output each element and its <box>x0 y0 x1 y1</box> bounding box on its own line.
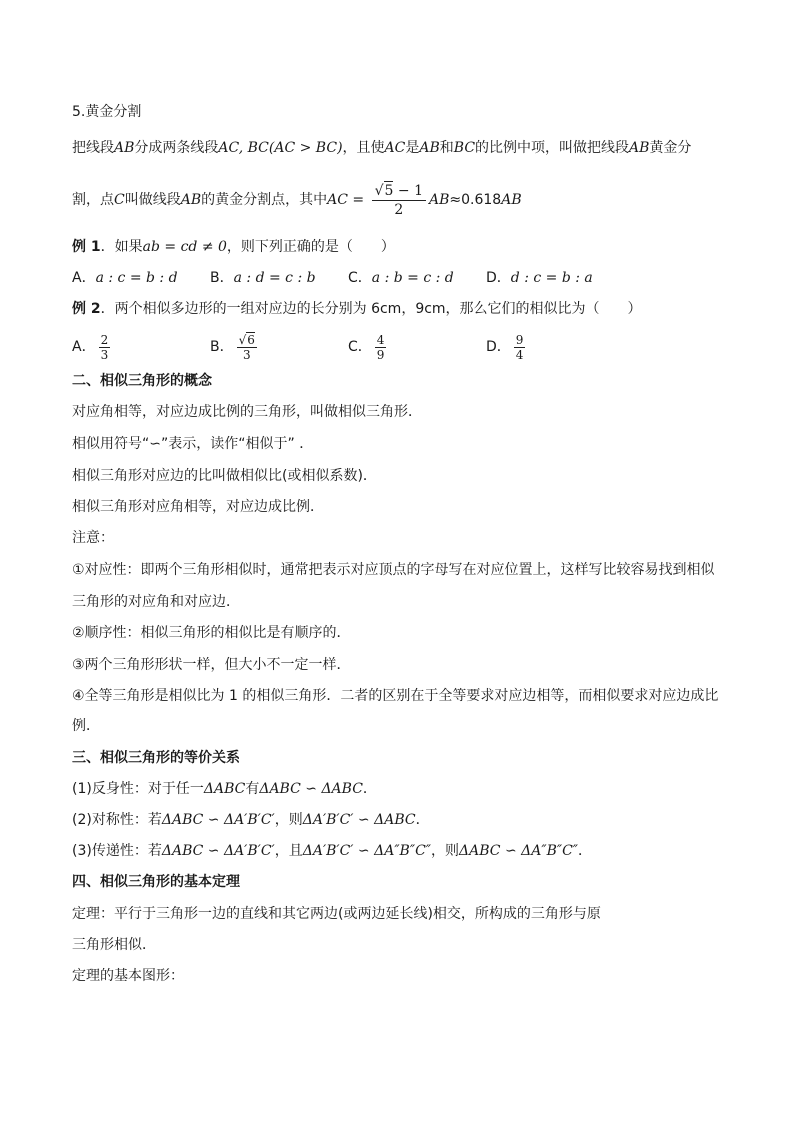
text: ≈0.618 <box>449 192 502 208</box>
fraction-numerator: 9 <box>515 332 524 347</box>
option-letter: C． <box>348 339 372 355</box>
math-segments: AC, BC(AC > BC) <box>218 140 343 156</box>
section-4-heading: 四、相似三角形的基本定理 <box>72 874 240 890</box>
text: ． <box>415 812 430 828</box>
option-letter: D． <box>486 339 511 355</box>
math-ac: AC <box>384 140 406 156</box>
option-expr: a : c = b : d <box>95 270 178 286</box>
note-4-line-2: 例． <box>72 718 100 734</box>
math-bc: BC <box>453 140 476 156</box>
math-expr: ΔA′B′C′ ∽ ΔA″B″C″ <box>302 843 432 859</box>
text: 和 <box>439 140 454 156</box>
option-letter: A． <box>72 339 96 355</box>
paragraph: 相似用符号“∽”表示，读作“相似于” ． <box>72 436 314 452</box>
fraction-numerator: 2 <box>100 332 109 347</box>
option-letter: C． <box>348 270 372 286</box>
math-ab: AB <box>629 140 650 156</box>
fraction-numerator <box>372 181 426 201</box>
theorem-line-1: 定理：平行于三角形一边的直线和其它两边(或两边延长线)相交，所构成的三角形与原 <box>72 906 601 922</box>
math-ab: AB <box>114 140 135 156</box>
text: ，则 <box>274 812 303 828</box>
example-1-option-d[interactable] <box>486 268 593 288</box>
example-1-option-a[interactable] <box>72 268 178 288</box>
text: 是 <box>405 140 420 156</box>
section-2-heading: 二、相似三角形的概念 <box>72 373 212 389</box>
fraction-denominator: 4 <box>515 347 524 362</box>
fraction-denominator: 3 <box>242 348 251 362</box>
option-fraction <box>237 332 257 362</box>
relation-transitive <box>72 841 592 861</box>
text: ，则 <box>431 843 460 859</box>
math-ab: AB <box>180 192 202 208</box>
math-ab: AB <box>501 192 522 208</box>
option-fraction <box>99 333 111 362</box>
note-4-line-1: ④全等三角形是相似比为 1 的相似三角形．二者的区别在于全等要求对应边相等，而相似要求对应边成比 <box>72 688 719 704</box>
note-label: 注意： <box>72 530 114 546</box>
paragraph: 相似三角形对应角相等，对应边成比例． <box>72 499 324 515</box>
text: 割，点 <box>72 192 114 208</box>
option-expr: a : b = c : d <box>371 270 454 286</box>
golden-definition-line-2 <box>72 180 522 220</box>
option-letter: B． <box>210 339 234 355</box>
text: 把线段 <box>72 140 114 156</box>
note-1-line-1: ①对应性：即两个三角形相似时，通常把表示对应顶点的字母写在对应位置上，这样写比较容易找到相似 <box>72 562 715 578</box>
golden-definition-line-1 <box>72 138 691 158</box>
fraction-numerator <box>237 332 257 348</box>
example-2-option-d[interactable] <box>486 330 528 364</box>
math-ab: AB <box>419 140 440 156</box>
fraction-denominator: 2 <box>394 202 404 218</box>
option-expr: d : c = b : a <box>510 270 593 286</box>
math-expr: ΔABC ∽ ΔA′B′C′ <box>161 843 275 859</box>
text: ． <box>578 843 593 859</box>
math-expr: ΔABC <box>203 781 246 797</box>
fraction-numerator: 4 <box>376 332 385 347</box>
minus-one: − 1 <box>393 183 423 199</box>
example-2-option-a[interactable] <box>72 330 113 364</box>
golden-ratio-fraction <box>372 181 426 219</box>
example-label: 例 2 <box>72 301 101 317</box>
note-1-line-2: 三角形的对应角和对应边． <box>72 594 240 610</box>
note-3: ③两个三角形形状一样，但大小不一定一样． <box>72 657 351 673</box>
fraction-denominator: 9 <box>376 347 385 362</box>
example-2-question <box>72 299 642 319</box>
text: 黄金分 <box>649 140 692 156</box>
math-expr: ΔABC ∽ ΔA′B′C′ <box>161 812 275 828</box>
math-ab: AB <box>428 192 450 208</box>
example-2-option-c[interactable] <box>348 330 389 364</box>
text: (1)反身性：对于任一 <box>72 781 204 797</box>
theorem-line-2: 三角形相似． <box>72 937 156 953</box>
text: 的比例中项，叫做把线段 <box>475 140 630 156</box>
option-letter: A． <box>72 270 96 286</box>
math-condition: ab = cd ≠ 0 <box>142 239 227 255</box>
option-fraction <box>514 333 526 362</box>
paragraph: 相似三角形对应边的比叫做相似比(或相似系数)． <box>72 468 377 484</box>
text: ．两个相似多边形的一组对应边的长分别为 6cm，9cm，那么它们的相似比为（ ） <box>100 301 642 317</box>
text: (3)传递性：若 <box>72 843 162 859</box>
option-fraction <box>375 333 387 362</box>
text: 的黄金分割点，其中 <box>201 192 328 208</box>
sqrt-sign: √ <box>374 183 384 199</box>
theorem-figure-label: 定理的基本图形： <box>72 968 184 984</box>
example-1-question <box>72 237 395 257</box>
example-label: 例 1 <box>72 239 101 255</box>
option-expr: a : d = c : b <box>233 270 316 286</box>
math-expr: ΔABC ∽ ΔA″B″C″ <box>459 843 579 859</box>
radicand: 5 <box>384 183 394 199</box>
paragraph: 对应角相等，对应边成比例的三角形，叫做相似三角形． <box>72 404 422 420</box>
fraction-denominator: 3 <box>100 347 109 362</box>
text: ，且 <box>274 843 303 859</box>
text: 有 <box>245 781 260 797</box>
text: ． <box>362 781 377 797</box>
relation-symmetric <box>72 810 430 830</box>
example-1-option-c[interactable] <box>348 268 454 288</box>
note-2: ②顺序性：相似三角形的相似比是有顺序的． <box>72 625 351 641</box>
option-letter: B． <box>210 270 234 286</box>
section-3-heading: 三、相似三角形的等价关系 <box>72 750 240 766</box>
math-expr: ΔABC ∽ ΔABC <box>259 781 363 797</box>
text: ．如果 <box>100 239 143 255</box>
math-c: C <box>114 192 125 208</box>
example-1-option-b[interactable] <box>210 268 316 288</box>
section-title: 5.黄金分割 <box>72 104 142 120</box>
math-ac-eq: AC = <box>327 192 365 208</box>
text: (2)对称性：若 <box>72 812 162 828</box>
sqrt-sign: √ <box>238 333 247 347</box>
text: ，且使 <box>342 140 385 156</box>
text: 叫做线段 <box>124 192 181 208</box>
math-expr: ΔA′B′C′ ∽ ΔABC <box>302 812 416 828</box>
example-2-option-b[interactable] <box>210 330 260 364</box>
text: ，则下列正确的是（ ） <box>226 239 395 255</box>
text: 分成两条线段 <box>134 140 219 156</box>
relation-reflexive <box>72 779 377 799</box>
option-letter: D． <box>486 270 511 286</box>
radicand: 6 <box>247 333 255 347</box>
